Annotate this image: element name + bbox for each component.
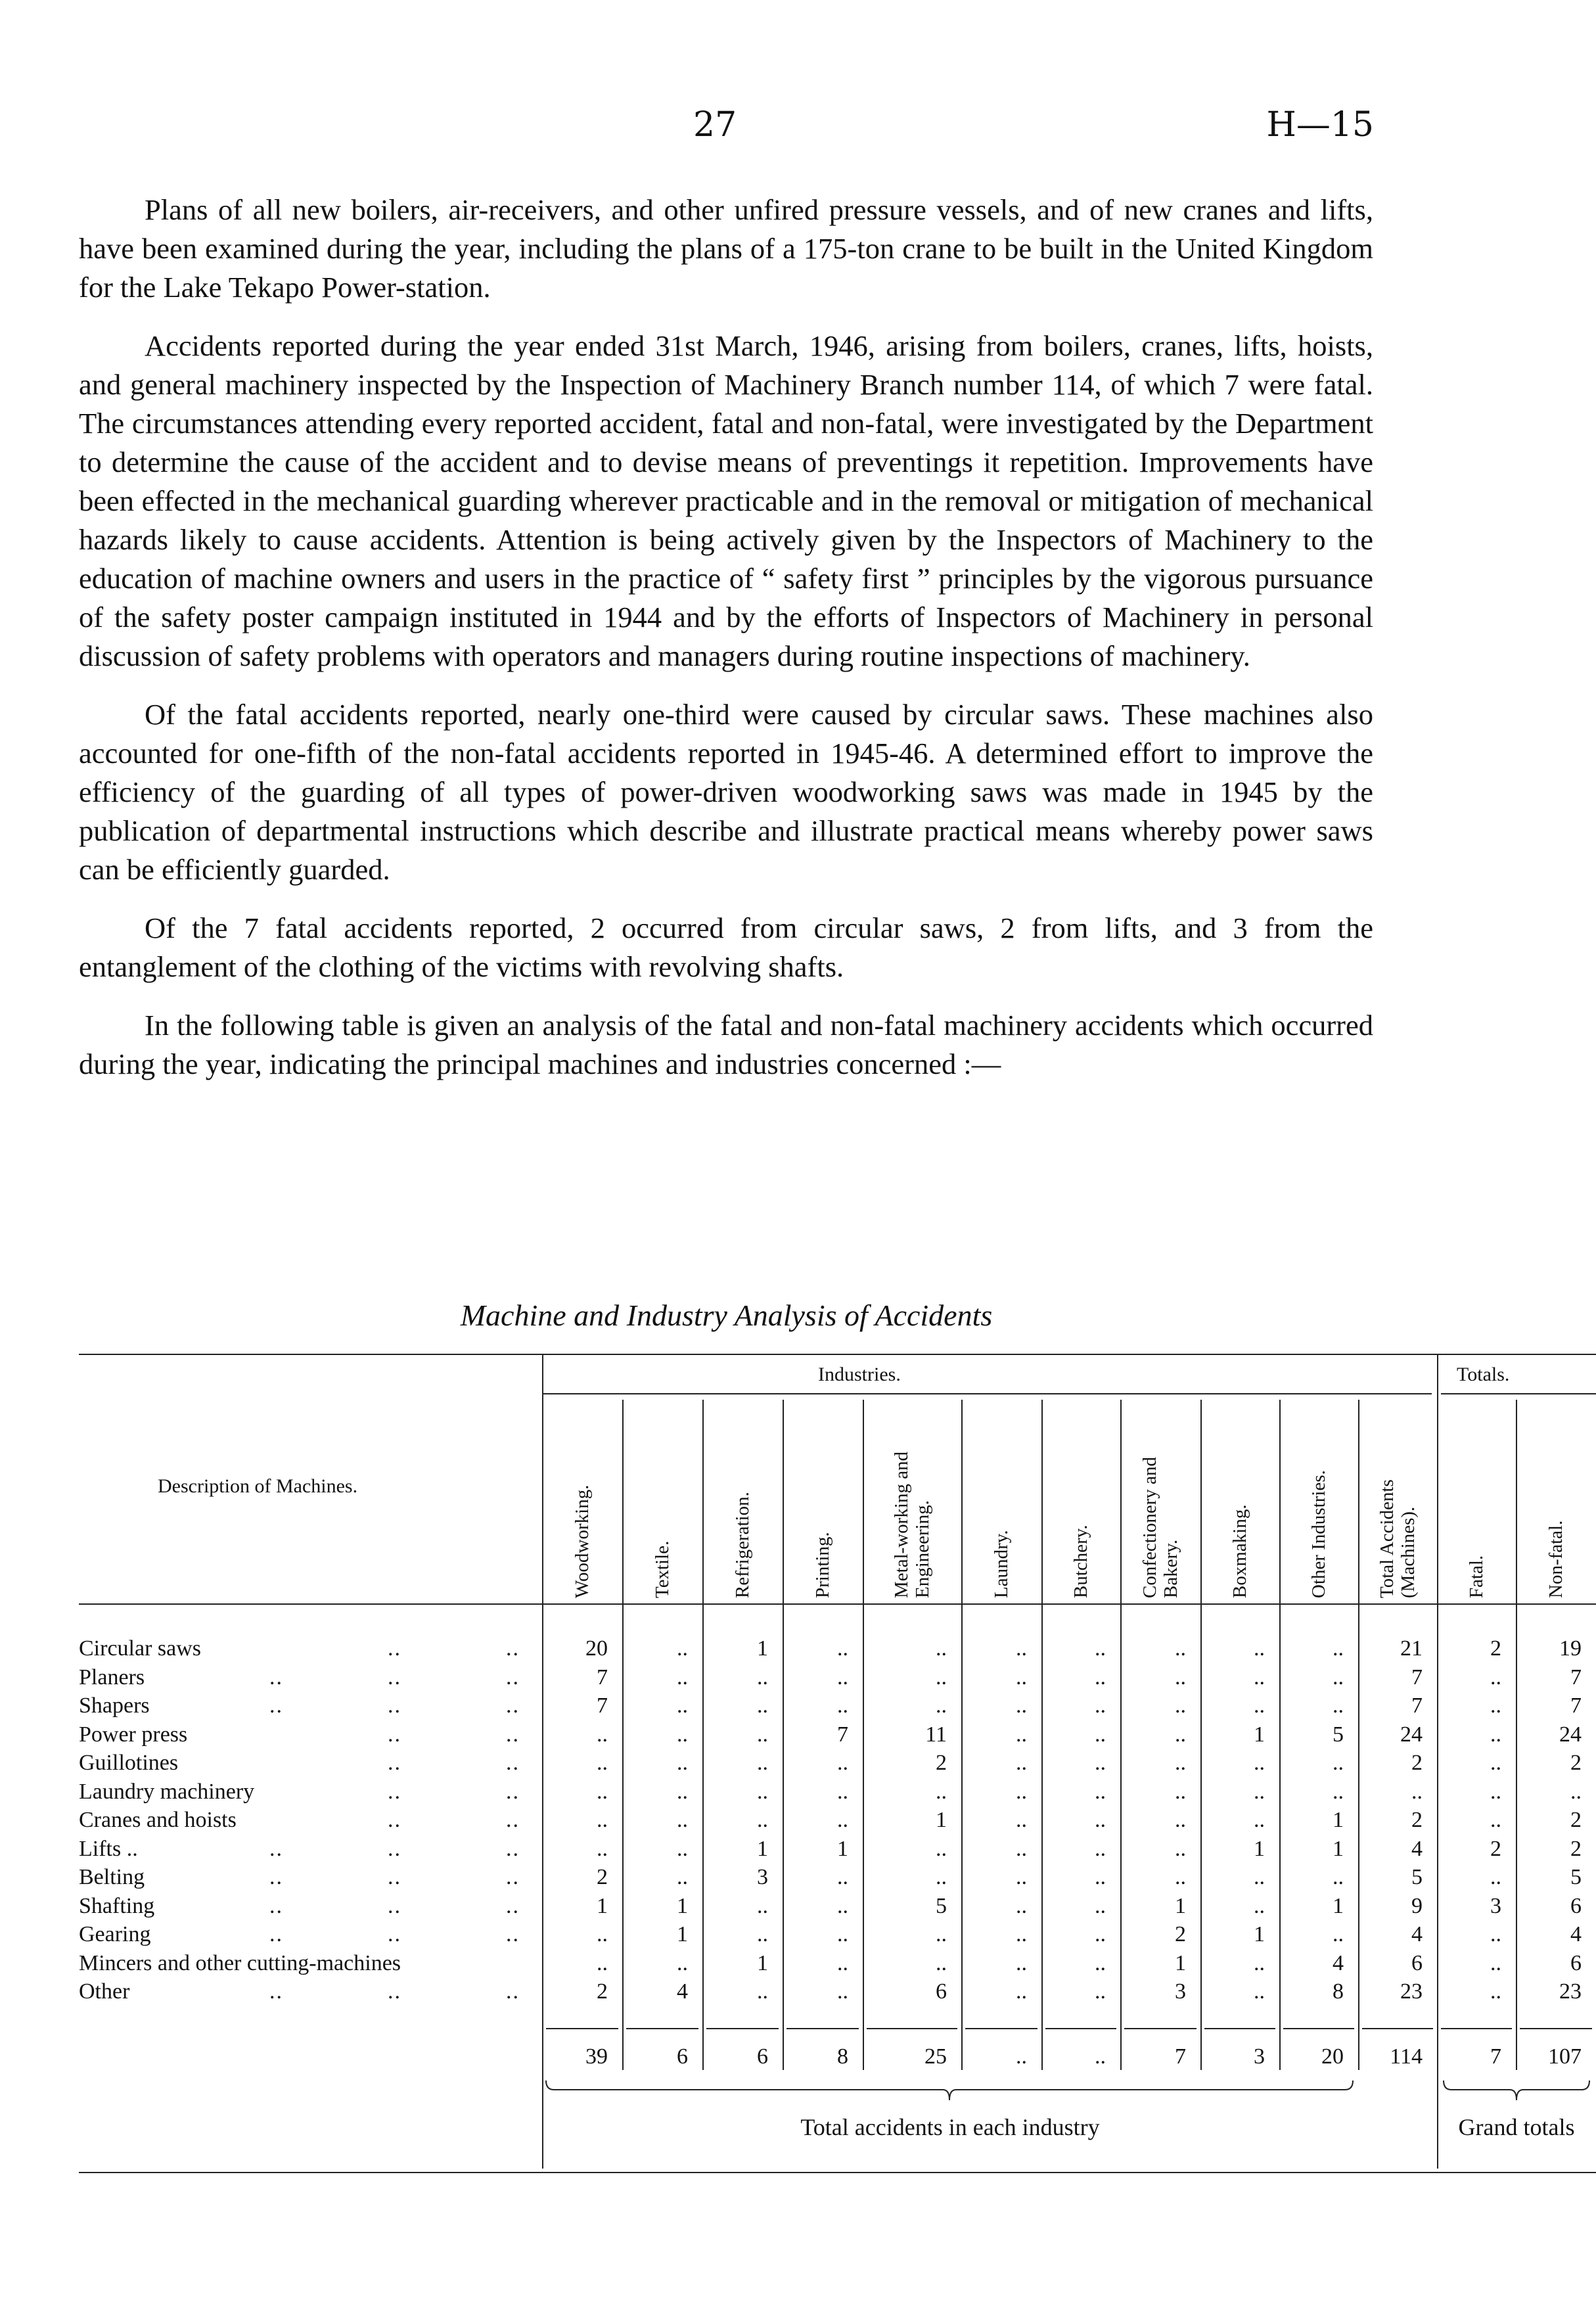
column-header-line: Textile. — [652, 1540, 673, 1598]
table-cell: .. — [677, 1751, 688, 1775]
total-underline — [867, 2028, 957, 2029]
table-cell: 5 — [1333, 1722, 1344, 1747]
table-cell: .. — [757, 1808, 768, 1832]
column-header-line: Printing. — [812, 1532, 833, 1598]
column-header — [1377, 1479, 1419, 1598]
table-cell: .. — [597, 1751, 608, 1775]
table-cell: 1 — [597, 1893, 608, 1918]
table-cell: .. — [1175, 1665, 1186, 1690]
table-cell: 7 — [597, 1665, 608, 1690]
row-label: Shapers — [79, 1693, 150, 1718]
table-cell: .. — [1490, 1979, 1501, 2004]
total-underline — [1520, 2028, 1592, 2029]
table-cell: 5 — [936, 1893, 947, 1918]
leader-dots: .. — [269, 1922, 283, 1946]
body-text — [79, 191, 1373, 1103]
table-cell: .. — [1254, 1665, 1265, 1690]
total-cell: 7 — [1175, 2044, 1186, 2069]
row-label: Guillotines — [79, 1751, 179, 1775]
table-cell: .. — [757, 1722, 768, 1747]
table-cell: .. — [677, 1636, 688, 1661]
table-cell: .. — [677, 1665, 688, 1690]
page-header — [0, 99, 1453, 151]
table-cell: .. — [1490, 1722, 1501, 1747]
column-header — [812, 1532, 833, 1598]
total-cell: 7 — [1490, 2044, 1501, 2069]
table-cell: .. — [1016, 1950, 1027, 1975]
leader-dots: .. — [388, 1722, 401, 1747]
table-bottom-rule — [79, 2172, 1596, 2173]
table-cell: .. — [597, 1950, 608, 1975]
table-cell: .. — [597, 1722, 608, 1747]
table-cell: .. — [597, 1808, 608, 1832]
column-header — [991, 1530, 1012, 1598]
table-cell: .. — [1333, 1665, 1344, 1690]
header-bottom-rule — [79, 1603, 1596, 1605]
row-label: Cranes and hoists — [79, 1808, 237, 1832]
grand-totals-brace — [1442, 2081, 1591, 2107]
table-cell: .. — [597, 1922, 608, 1946]
row-label: Laundry machinery — [79, 1779, 255, 1804]
industry-totals-label: Total accidents in each industry — [800, 2113, 1100, 2140]
table-cell: .. — [757, 1893, 768, 1918]
table-cell: .. — [837, 1979, 848, 2004]
column-header-line: Total Accidents — [1377, 1479, 1398, 1598]
leader-dots: .. — [388, 1979, 401, 2004]
table-cell: .. — [837, 1751, 848, 1775]
total-cell: .. — [1095, 2044, 1106, 2069]
table-cell: 2 — [1411, 1751, 1423, 1775]
table-cell: 2 — [1570, 1751, 1582, 1775]
column-header — [652, 1541, 673, 1598]
leader-dots: .. — [269, 1979, 283, 2004]
table-cell: 2 — [1570, 1808, 1582, 1832]
column-header-line: Refrigeration. — [732, 1492, 753, 1598]
row-label: Planers — [79, 1665, 145, 1690]
table-cell: 8 — [1333, 1979, 1344, 2004]
row-label: Shafting — [79, 1893, 155, 1918]
column-header — [1466, 1555, 1487, 1598]
leader-dots: .. — [269, 1893, 283, 1918]
table-cell: .. — [1333, 1636, 1344, 1661]
leader-dots: .. — [388, 1836, 401, 1861]
table-cell: .. — [936, 1636, 947, 1661]
table-cell: 2 — [1490, 1836, 1501, 1861]
table-cell: .. — [936, 1865, 947, 1889]
column-header — [572, 1485, 593, 1598]
column-header — [1139, 1457, 1181, 1598]
table-cell: .. — [1095, 1893, 1106, 1918]
row-label: Lifts .. — [79, 1836, 138, 1861]
leader-dots: .. — [388, 1893, 401, 1918]
column-header-line: Fatal. — [1466, 1555, 1487, 1598]
paragraph: Of the 7 fatal accidents reported, 2 occurred from circular saws, 2 from lifts, and 3 from the entanglement of the clothing of the victims with revolving shafts. — [79, 911, 1373, 983]
table-cell: 1 — [1333, 1893, 1344, 1918]
table-cell: 7 — [1570, 1693, 1582, 1718]
row-label: Belting — [79, 1865, 145, 1889]
total-cell: 107 — [1548, 2044, 1582, 2069]
accident-analysis-table — [79, 1354, 1582, 2175]
table-cell: .. — [936, 1950, 947, 1975]
total-underline — [1204, 2028, 1275, 2029]
table-cell: .. — [936, 1779, 947, 1804]
table-cell: 1 — [1254, 1922, 1265, 1946]
table-cell: 3 — [757, 1865, 768, 1889]
table-cell: 1 — [1175, 1950, 1186, 1975]
table-cell: 7 — [1570, 1665, 1582, 1690]
table-cell: .. — [1095, 1779, 1106, 1804]
table-cell: .. — [1175, 1808, 1186, 1832]
table-cell: 4 — [1333, 1950, 1344, 1975]
leader-dots: .. — [388, 1779, 401, 1804]
table-cell: 1 — [1175, 1893, 1186, 1918]
table-cell: .. — [936, 1922, 947, 1946]
table-cell: .. — [1411, 1779, 1423, 1804]
table-cell: .. — [1016, 1779, 1027, 1804]
table-cell: .. — [1016, 1979, 1027, 2004]
table-cell: .. — [1095, 1722, 1106, 1747]
table-cell: 1 — [757, 1636, 768, 1661]
total-cell: 6 — [757, 2044, 768, 2069]
table-cell: .. — [1490, 1808, 1501, 1832]
table-cell: 21 — [1400, 1636, 1423, 1661]
table-cell: .. — [1490, 1922, 1501, 1946]
document-reference: H—15 — [1266, 105, 1374, 145]
table-cell: 6 — [1411, 1950, 1423, 1975]
column-header-line: Confectionery and — [1139, 1456, 1160, 1598]
leader-dots: .. — [388, 1693, 401, 1718]
total-cell: 25 — [924, 2044, 947, 2069]
table-cell: .. — [1490, 1693, 1501, 1718]
column-header — [1545, 1521, 1566, 1598]
table-cell: 1 — [936, 1808, 947, 1832]
table-cell: .. — [1016, 1893, 1027, 1918]
table-cell: .. — [1254, 1979, 1265, 2004]
total-cell: 114 — [1390, 2044, 1423, 2069]
grand-totals-label: Grand totals — [1458, 2113, 1575, 2140]
table-cell: .. — [1016, 1722, 1027, 1747]
table-cell: .. — [757, 1665, 768, 1690]
leader-dots: .. — [269, 1865, 283, 1889]
column-header-line: Non-fatal. — [1545, 1520, 1566, 1598]
table-cell: .. — [1570, 1779, 1582, 1804]
table-cell: 1 — [1333, 1808, 1344, 1832]
row-label: Power press — [79, 1722, 188, 1747]
table-cell: .. — [677, 1722, 688, 1747]
total-underline — [787, 2028, 859, 2029]
column-header-line: Other Industries. — [1308, 1470, 1329, 1598]
total-underline — [965, 2028, 1037, 2029]
leader-dots: .. — [506, 1665, 520, 1690]
column-header-line: Boxmaking. — [1229, 1504, 1250, 1598]
table-cell: .. — [1333, 1779, 1344, 1804]
table-cell: .. — [936, 1836, 947, 1861]
table-cell: .. — [677, 1808, 688, 1832]
column-header-line: Metal-working and — [891, 1451, 912, 1598]
table-cell: .. — [757, 1979, 768, 2004]
industry-totals-brace — [545, 2081, 1354, 2107]
table-cell: .. — [1095, 1693, 1106, 1718]
leader-dots: .. — [388, 1665, 401, 1690]
leader-dots: .. — [506, 1836, 520, 1861]
table-cell: 2 — [1411, 1808, 1423, 1832]
column-header-line: Butchery. — [1070, 1525, 1091, 1598]
table-cell: .. — [1095, 1950, 1106, 1975]
table-cell: .. — [1490, 1751, 1501, 1775]
table-cell: .. — [757, 1693, 768, 1718]
leader-dots: .. — [388, 1751, 401, 1775]
total-underline — [546, 2028, 618, 2029]
table-cell: 5 — [1570, 1865, 1582, 1889]
table-cell: .. — [837, 1665, 848, 1690]
table-cell: .. — [837, 1808, 848, 1832]
leader-dots: .. — [506, 1893, 520, 1918]
leader-dots: .. — [506, 1751, 520, 1775]
leader-dots: .. — [388, 1865, 401, 1889]
table-cell: 23 — [1400, 1979, 1423, 2004]
total-cell: 3 — [1254, 2044, 1265, 2069]
total-cell: 39 — [585, 2044, 608, 2069]
table-cell: 24 — [1559, 1722, 1582, 1747]
table-cell: .. — [597, 1779, 608, 1804]
table-cell: 24 — [1400, 1722, 1423, 1747]
table-cell: .. — [1175, 1865, 1186, 1889]
row-label: Gearing — [79, 1922, 151, 1946]
row-label: Circular saws — [79, 1636, 202, 1661]
paragraph: Of the fatal accidents reported, nearly one-third were caused by circular saws. These machines also accounted for one-fifth of the non-fatal accidents reported in 1945-46. A determined effort to improve the efficiency of the guarding of all types of power-driven woodworking saws was made in 1945 by the publication of departmental instructions which describe and illustrate practical means whereby power saws can be efficiently guarded. — [79, 698, 1373, 886]
row-label: Mincers and other cutting-machines — [79, 1950, 401, 1975]
paragraph: In the following table is given an analysis of the fatal and non-fatal machinery accidents which occurred during the year, indicating the principal machines and industries concerned :— — [79, 1009, 1373, 1080]
total-underline — [1441, 2028, 1512, 2029]
leader-dots: .. — [388, 1808, 401, 1832]
table-cell: 1 — [757, 1950, 768, 1975]
leader-dots: .. — [506, 1865, 520, 1889]
table-cell: .. — [837, 1893, 848, 1918]
total-underline — [1124, 2028, 1197, 2029]
total-underline — [706, 2028, 779, 2029]
column-header-line: Bakery. — [1160, 1539, 1181, 1598]
table-cell: .. — [1333, 1865, 1344, 1889]
table-cell: 6 — [1570, 1950, 1582, 1975]
table-cell: .. — [1254, 1779, 1265, 1804]
table-cell: 1 — [677, 1893, 688, 1918]
table-cell: .. — [757, 1922, 768, 1946]
table-cell: 4 — [1411, 1836, 1423, 1861]
table-cell: .. — [677, 1693, 688, 1718]
table-cell: .. — [1490, 1950, 1501, 1975]
industries-rule — [542, 1393, 1432, 1394]
table-cell: .. — [757, 1751, 768, 1775]
total-cell: .. — [1016, 2044, 1027, 2069]
table-cell: 20 — [585, 1636, 608, 1661]
column-header-line: Engineering. — [912, 1500, 933, 1598]
table-cell: .. — [1175, 1722, 1186, 1747]
table-cell: .. — [1254, 1808, 1265, 1832]
column-header — [891, 1452, 933, 1598]
table-cell: .. — [1095, 1922, 1106, 1946]
leader-dots: .. — [269, 1693, 283, 1718]
row-label: Other — [79, 1979, 130, 2004]
table-cell: 4 — [1570, 1922, 1582, 1946]
column-header — [732, 1492, 753, 1598]
table-caption: Machine and Industry Analysis of Accidents — [460, 1299, 993, 1332]
table-cell: 2 — [936, 1751, 947, 1775]
table-cell: .. — [1490, 1865, 1501, 1889]
table-cell: .. — [1333, 1751, 1344, 1775]
table-cell: .. — [1333, 1922, 1344, 1946]
table-cell: .. — [1016, 1865, 1027, 1889]
table-cell: 2 — [1175, 1922, 1186, 1946]
leader-dots: .. — [388, 1922, 401, 1946]
table-cell: .. — [1095, 1751, 1106, 1775]
table-cell: 4 — [677, 1979, 688, 2004]
table-cell: 2 — [597, 1979, 608, 2004]
table-cell: .. — [1254, 1865, 1265, 1889]
table-cell: 6 — [1570, 1893, 1582, 1918]
totals-rule — [1441, 1393, 1596, 1394]
table-cell: .. — [837, 1922, 848, 1946]
table-cell: 7 — [597, 1693, 608, 1718]
table-cell: .. — [1016, 1636, 1027, 1661]
paragraph: Plans of all new boilers, air-receivers, and other unfired pressure vessels, and of new cranes and lifts, have been examined during the year, including the plans of a 175-ton crane to be built in the United Kingdom for the Lake Tekapo Power-station. — [79, 193, 1373, 304]
leader-dots: .. — [506, 1922, 520, 1946]
table-cell: 1 — [837, 1836, 848, 1861]
table-cell: .. — [1490, 1779, 1501, 1804]
table-cell: 5 — [1411, 1865, 1423, 1889]
header-description: Description of Machines. — [158, 1475, 358, 1497]
leader-dots: .. — [506, 1808, 520, 1832]
table-cell: 23 — [1559, 1979, 1582, 2004]
table-top-rule — [79, 1354, 1596, 1355]
table-cell: .. — [1254, 1693, 1265, 1718]
total-underline — [1362, 2028, 1433, 2029]
table-cell: .. — [1175, 1779, 1186, 1804]
table-cell: .. — [677, 1779, 688, 1804]
table-cell: 2 — [1490, 1636, 1501, 1661]
leader-dots: .. — [388, 1636, 401, 1661]
table-cell: 1 — [757, 1836, 768, 1861]
table-cell: .. — [1095, 1636, 1106, 1661]
leader-dots: .. — [506, 1779, 520, 1804]
table-cell: .. — [677, 1836, 688, 1861]
column-header-line: Woodworking. — [572, 1484, 593, 1598]
table-cell: .. — [1333, 1693, 1344, 1718]
table-cell: .. — [1016, 1665, 1027, 1690]
column-header-line: Laundry. — [991, 1530, 1012, 1598]
table-cell: .. — [1016, 1836, 1027, 1861]
total-cell: 20 — [1321, 2044, 1344, 2069]
table-cell: 19 — [1559, 1636, 1582, 1661]
table-cell: 2 — [1570, 1836, 1582, 1861]
leader-dots: .. — [269, 1665, 283, 1690]
table-cell: 2 — [597, 1865, 608, 1889]
leader-dots: .. — [269, 1836, 283, 1861]
table-cell: .. — [1095, 1865, 1106, 1889]
header-industries: Industries. — [818, 1364, 901, 1385]
leader-dots: .. — [506, 1979, 520, 2004]
total-cell: 6 — [677, 2044, 688, 2069]
table-cell: .. — [837, 1950, 848, 1975]
table-cell: 7 — [1411, 1665, 1423, 1690]
leader-dots: .. — [506, 1722, 520, 1747]
table-cell: .. — [1016, 1922, 1027, 1946]
table-cell: .. — [757, 1779, 768, 1804]
table-cell: 3 — [1175, 1979, 1186, 2004]
table-cell: 4 — [1411, 1922, 1423, 1946]
total-underline — [1045, 2028, 1116, 2029]
table-cell: .. — [1095, 1836, 1106, 1861]
table-cell: .. — [1254, 1950, 1265, 1975]
table-cell: .. — [677, 1865, 688, 1889]
table-cell: .. — [1095, 1808, 1106, 1832]
table-cell: .. — [837, 1636, 848, 1661]
table-cell: .. — [936, 1665, 947, 1690]
table-cell: 1 — [1254, 1836, 1265, 1861]
column-header — [1308, 1470, 1329, 1598]
table-cell: .. — [1254, 1751, 1265, 1775]
column-header — [1229, 1504, 1250, 1598]
table-cell: .. — [837, 1693, 848, 1718]
table-cell: 11 — [925, 1722, 947, 1747]
column-header — [1070, 1525, 1091, 1598]
table-cell: .. — [837, 1779, 848, 1804]
table-cell: .. — [837, 1865, 848, 1889]
column-header-line: (Machines). — [1398, 1506, 1419, 1598]
table-cell: 1 — [1254, 1722, 1265, 1747]
paragraph: Accidents reported during the year ended 31st March, 1946, arising from boilers, cranes, lifts, hoists, and general machinery inspected by the Inspection of Machinery Branch number 114, of which 7 were fatal. The circumstances attending every reported accident, fatal and non-fatal, were investigated by the Department to determine the cause of the accident and to devise means of preventings it repetition. Improvements have been effected in the mechanical guarding wherever practicable and in the removal or mitigation of mechanical hazards likely to cause accidents. Attention is being actively given by the Inspectors of Machinery to the education of machine owners and users in the practice of “ safety first ” principles by the vigorous pursuance of the safety poster campaign instituted in 1944 and by the efforts of Inspectors of Machinery in personal discussion of safety problems with operators and managers during routine inspections of machinery. — [79, 329, 1373, 672]
table-cell: 6 — [936, 1979, 947, 2004]
table-cell: .. — [1016, 1808, 1027, 1832]
table-cell: .. — [1175, 1693, 1186, 1718]
table-cell: .. — [1490, 1665, 1501, 1690]
table-cell: 9 — [1411, 1893, 1423, 1918]
total-cell: 8 — [837, 2044, 848, 2069]
page-number: 27 — [693, 105, 737, 145]
table-cell: .. — [936, 1693, 947, 1718]
table-cell: 7 — [837, 1722, 848, 1747]
table-cell: .. — [1254, 1636, 1265, 1661]
table-cell: 3 — [1490, 1893, 1501, 1918]
total-underline — [626, 2028, 698, 2029]
table-cell: .. — [1095, 1665, 1106, 1690]
table-cell: .. — [1016, 1693, 1027, 1718]
table-cell: .. — [1175, 1636, 1186, 1661]
table-cell: .. — [1175, 1751, 1186, 1775]
table-cell: .. — [1095, 1979, 1106, 2004]
table-cell: .. — [597, 1836, 608, 1861]
header-totals: Totals. — [1457, 1364, 1510, 1385]
table-cell: 1 — [1333, 1836, 1344, 1861]
table-cell: .. — [1254, 1893, 1265, 1918]
table-cell: .. — [677, 1950, 688, 1975]
table-cell: .. — [1175, 1836, 1186, 1861]
leader-dots: .. — [506, 1636, 520, 1661]
total-underline — [1283, 2028, 1354, 2029]
table-cell: 1 — [677, 1922, 688, 1946]
leader-dots: .. — [506, 1693, 520, 1718]
table-cell: .. — [1016, 1751, 1027, 1775]
table-cell: 7 — [1411, 1693, 1423, 1718]
